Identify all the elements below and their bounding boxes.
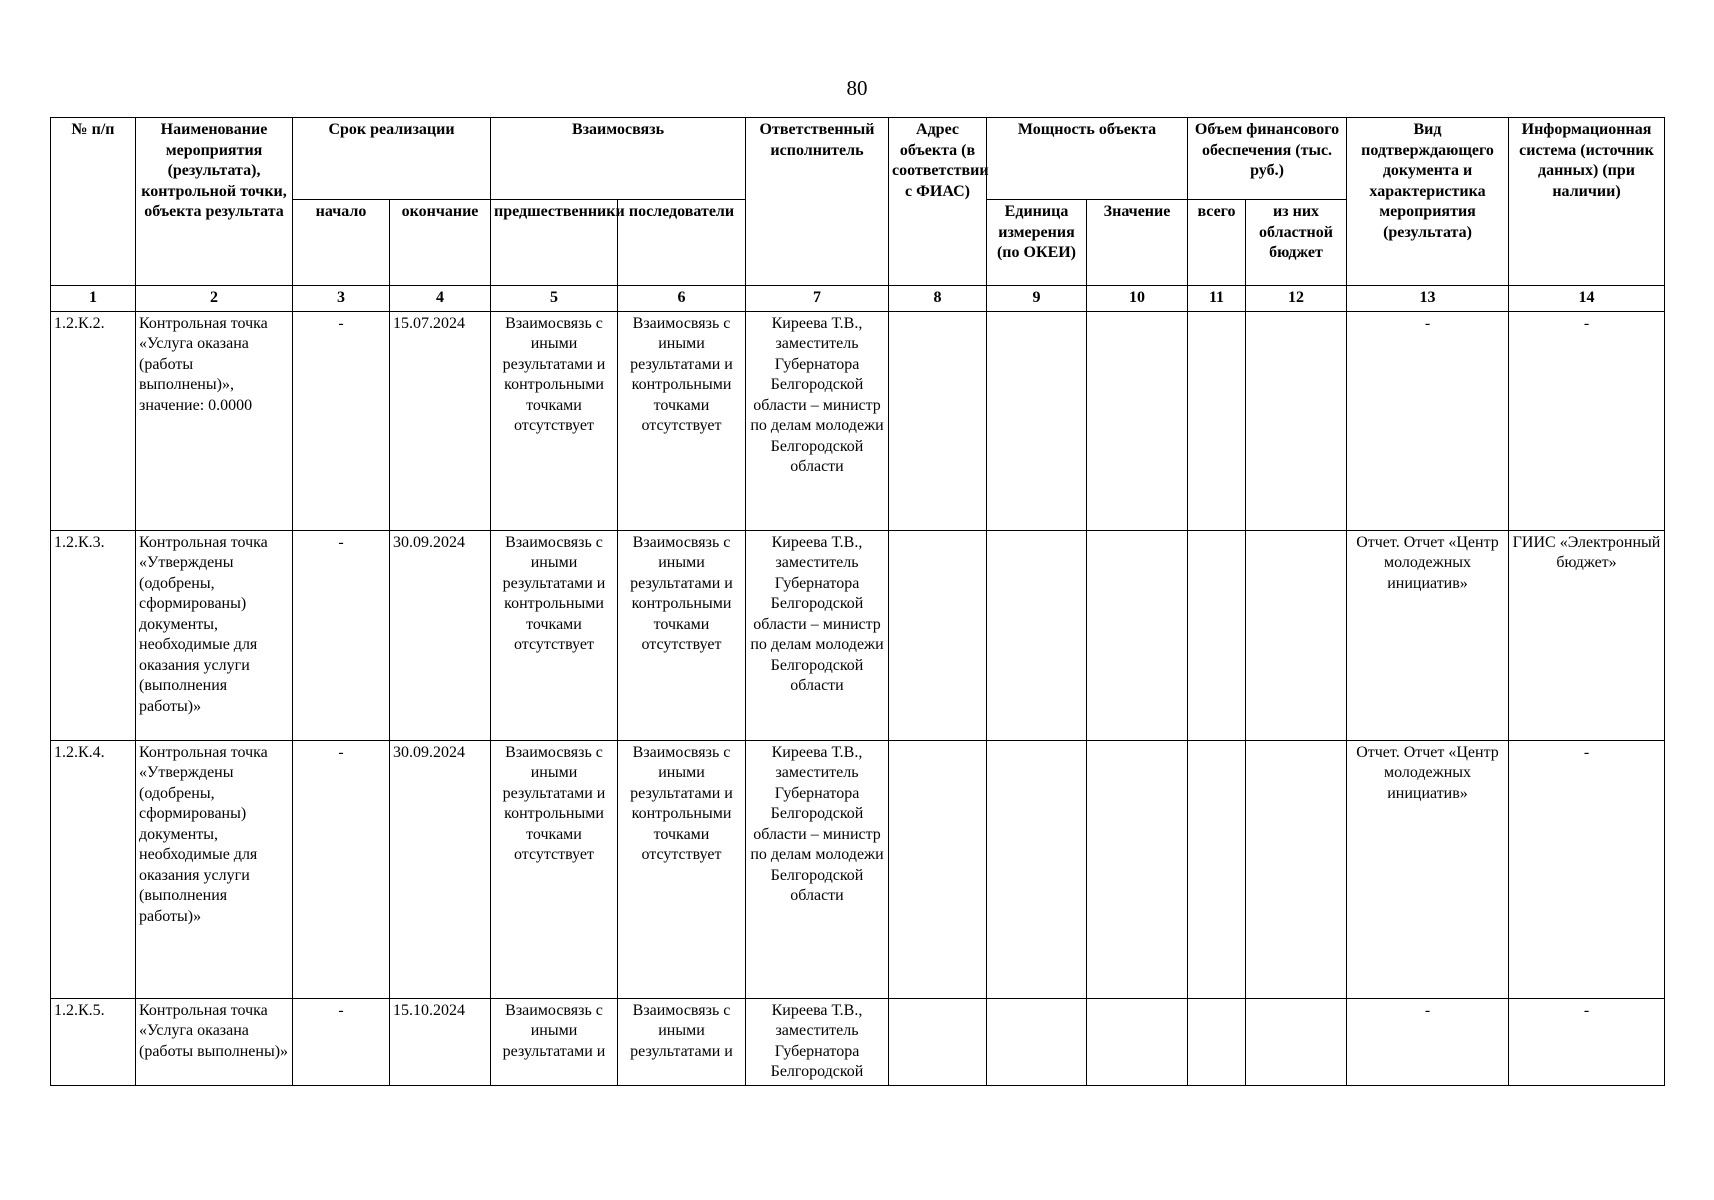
table-row (51, 530, 1665, 740)
header-power: Мощность объекта (987, 118, 1188, 200)
row-responsible: Киреева Т.В., заместитель Губернатора Белгородской (746, 998, 889, 1085)
col-number: 11 (1188, 286, 1246, 312)
row-info-system: - (1509, 998, 1665, 1085)
header-total: всего (1188, 200, 1246, 286)
header-value: Значение (1087, 200, 1188, 286)
col-number: 8 (889, 286, 987, 312)
row-successors: Взаимосвязь с иными результатами и контрольными точками отсутствует (618, 311, 746, 530)
row-document: Отчет. Отчет «Центр молодежных инициатив» (1347, 530, 1509, 740)
row-unit (987, 740, 1087, 998)
row-document: - (1347, 998, 1509, 1085)
col-number: 9 (987, 286, 1087, 312)
col-number: 2 (136, 286, 293, 312)
table-row (51, 998, 1665, 1085)
row-unit (987, 530, 1087, 740)
header-predecessors: предшественники (491, 200, 618, 286)
header-name: Наименование мероприятия (результата), контрольной точки, объекта результата (136, 118, 293, 286)
row-name: Контрольная точка «Утверждены (одобрены, сформированы) документы, необходимые для оказания услуги (выполнения работы)» (136, 740, 293, 998)
table-row (51, 740, 1665, 998)
header-num: № п/п (51, 118, 136, 286)
row-successors: Взаимосвязь с иными результатами и (618, 998, 746, 1085)
row-regional-budget (1246, 530, 1347, 740)
row-address (889, 740, 987, 998)
col-number: 3 (293, 286, 390, 312)
row-regional-budget (1246, 998, 1347, 1085)
header-responsible: Ответственный исполнитель (746, 118, 889, 286)
header-address: Адрес объекта (в соответствии с ФИАС) (889, 118, 987, 286)
col-number: 1 (51, 286, 136, 312)
col-number: 13 (1347, 286, 1509, 312)
col-number: 10 (1087, 286, 1188, 312)
page-number: 80 (846, 76, 868, 100)
col-number: 14 (1509, 286, 1665, 312)
row-value (1087, 530, 1188, 740)
row-value (1087, 311, 1188, 530)
header-unit: Единица измерения (по ОКЕИ) (987, 200, 1087, 286)
row-info-system: - (1509, 740, 1665, 998)
col-number: 4 (390, 286, 491, 312)
row-start: - (293, 998, 390, 1085)
row-responsible: Киреева Т.В., заместитель Губернатора Белгородской области – министр по делам молодежи Белгородской области (746, 530, 889, 740)
table-row (51, 311, 1665, 530)
row-total (1188, 740, 1246, 998)
row-address (889, 311, 987, 530)
row-regional-budget (1246, 740, 1347, 998)
row-start: - (293, 530, 390, 740)
row-predecessors: Взаимосвязь с иными результатами и контрольными точками отсутствует (491, 311, 618, 530)
col-number: 12 (1246, 286, 1347, 312)
row-unit (987, 998, 1087, 1085)
col-number: 7 (746, 286, 889, 312)
row-total (1188, 998, 1246, 1085)
row-number: 1.2.К.2. (51, 311, 136, 530)
row-number: 1.2.К.5. (51, 998, 136, 1085)
row-name: Контрольная точка «Утверждены (одобрены, сформированы) документы, необходимые для оказания услуги (выполнения работы)» (136, 530, 293, 740)
row-successors: Взаимосвязь с иными результатами и контрольными точками отсутствует (618, 740, 746, 998)
header-regional-budget: из них областной бюджет (1246, 200, 1347, 286)
row-end: 15.10.2024 (390, 998, 491, 1085)
row-start: - (293, 740, 390, 998)
row-responsible: Киреева Т.В., заместитель Губернатора Белгородской области – министр по делам молодежи Белгородской области (746, 740, 889, 998)
header-financing: Объем финансового обеспечения (тыс. руб.) (1188, 118, 1347, 200)
row-successors: Взаимосвязь с иными результатами и контрольными точками отсутствует (618, 530, 746, 740)
header-document: Вид подтверждающего документа и характеристика мероприятия (результата) (1347, 118, 1509, 286)
row-total (1188, 530, 1246, 740)
row-info-system: - (1509, 311, 1665, 530)
row-end: 15.07.2024 (390, 311, 491, 530)
row-unit (987, 311, 1087, 530)
row-document: Отчет. Отчет «Центр молодежных инициатив» (1347, 740, 1509, 998)
row-responsible: Киреева Т.В., заместитель Губернатора Белгородской области – министр по делам молодежи Белгородской области (746, 311, 889, 530)
column-numbers-row (51, 286, 1665, 312)
row-info-system: ГИИС «Электронный бюджет» (1509, 530, 1665, 740)
row-predecessors: Взаимосвязь с иными результатами и контрольными точками отсутствует (491, 740, 618, 998)
row-total (1188, 311, 1246, 530)
row-number: 1.2.К.3. (51, 530, 136, 740)
row-regional-budget (1246, 311, 1347, 530)
header-start: начало (293, 200, 390, 286)
row-name: Контрольная точка «Услуга оказана (работы выполнены)», значение: 0.0000 (136, 311, 293, 530)
row-start: - (293, 311, 390, 530)
row-number: 1.2.К.4. (51, 740, 136, 998)
row-end: 30.09.2024 (390, 740, 491, 998)
header-info-system: Информационная система (источник данных) (при наличии) (1509, 118, 1665, 286)
col-number: 6 (618, 286, 746, 312)
row-end: 30.09.2024 (390, 530, 491, 740)
row-document: - (1347, 311, 1509, 530)
row-predecessors: Взаимосвязь с иными результатами и контрольными точками отсутствует (491, 530, 618, 740)
row-address (889, 998, 987, 1085)
header-link: Взаимосвязь (491, 118, 746, 200)
row-name: Контрольная точка «Услуга оказана (работы выполнены)» (136, 998, 293, 1085)
row-value (1087, 998, 1188, 1085)
row-address (889, 530, 987, 740)
row-predecessors: Взаимосвязь с иными результатами и (491, 998, 618, 1085)
activities-table (50, 117, 1665, 1086)
row-value (1087, 740, 1188, 998)
col-number: 5 (491, 286, 618, 312)
header-period: Срок реализации (293, 118, 491, 200)
header-end: окончание (390, 200, 491, 286)
header-successors: последователи (618, 200, 746, 286)
